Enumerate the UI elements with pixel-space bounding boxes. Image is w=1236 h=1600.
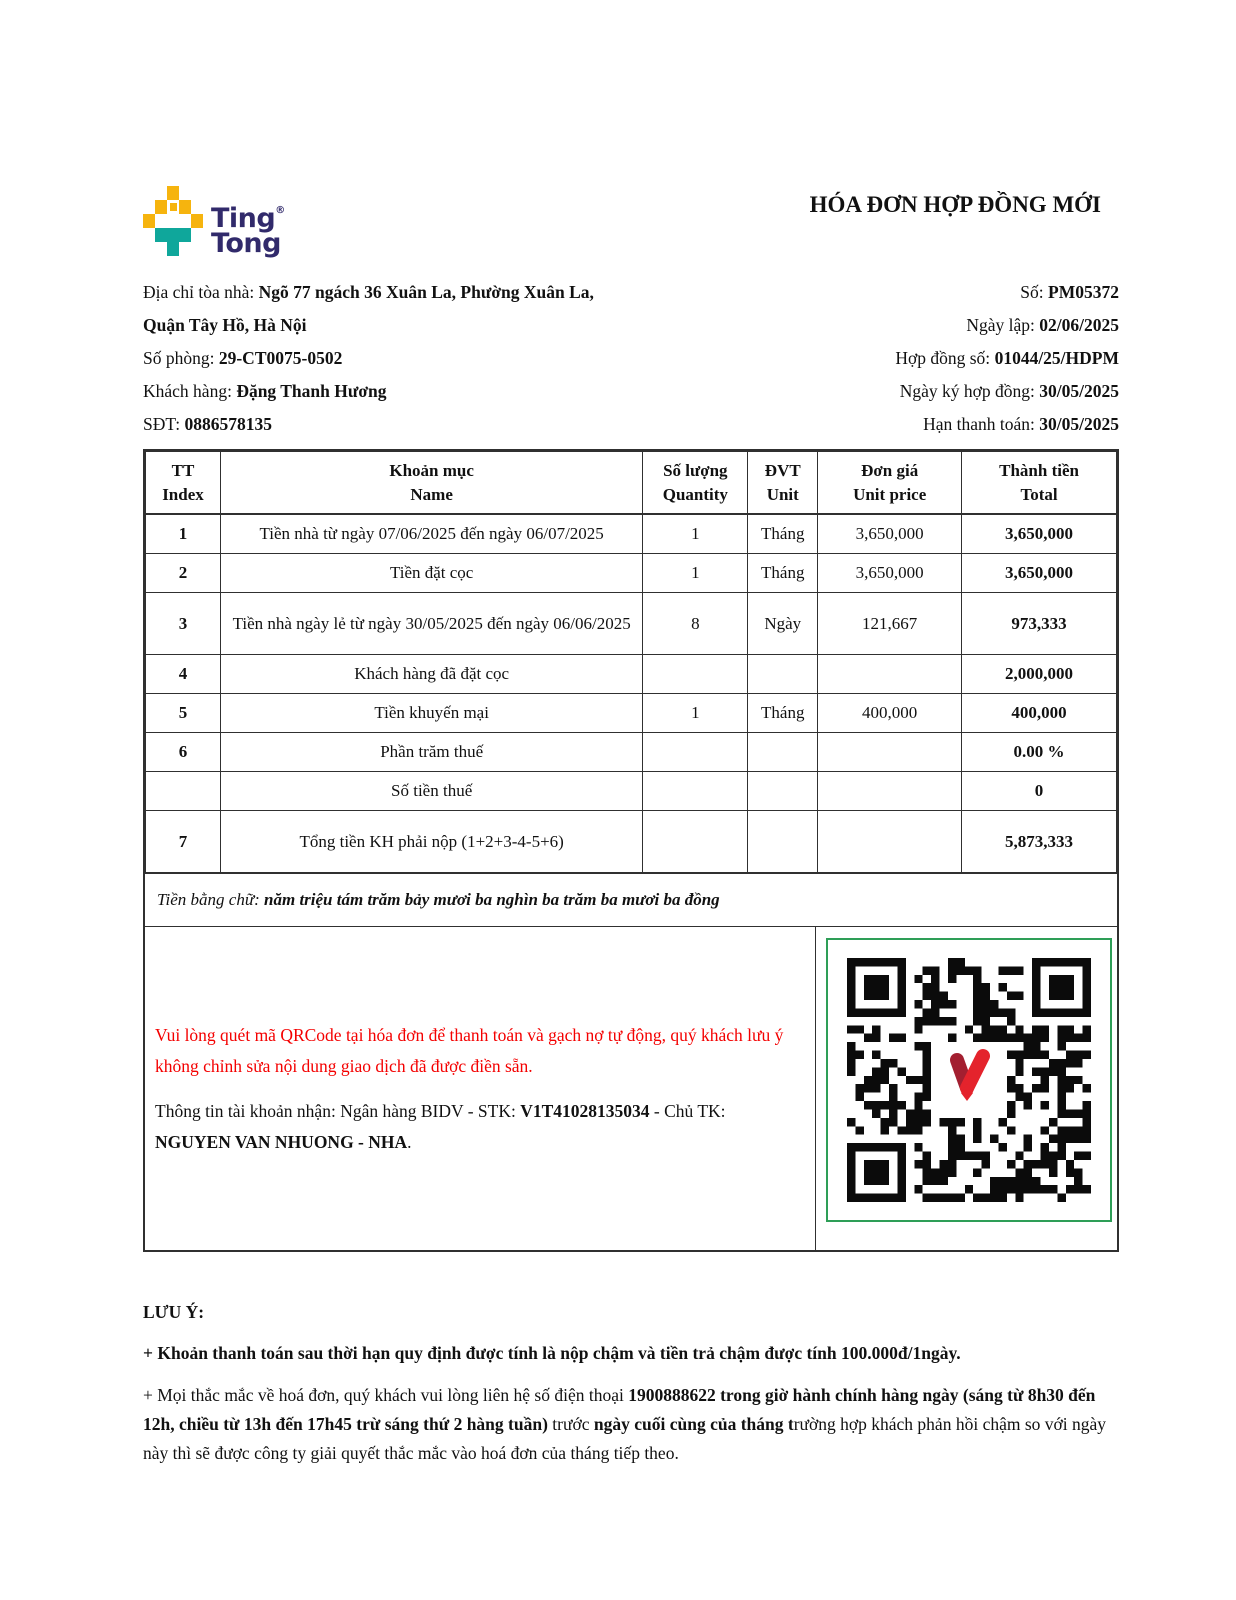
phone-label: SĐT: (143, 414, 185, 434)
row-unit-price: 3,650,000 (818, 554, 962, 593)
issue-date-line (895, 309, 1119, 342)
row-unit-price (818, 733, 962, 772)
row-unit-price (818, 811, 962, 873)
col-header-name: Khoản mục Name (220, 452, 642, 515)
registered-mark: ® (275, 205, 285, 216)
contract-number-label: Hợp đồng số: (895, 348, 995, 368)
row-unit (748, 733, 818, 772)
customer-value: Đặng Thanh Hương (236, 381, 387, 401)
row-name: Tổng tiền KH phải nộp (1+2+3-4-5+6) (220, 811, 642, 873)
row-index: 4 (146, 655, 221, 694)
row-unit: Ngày (748, 593, 818, 655)
row-unit-price (818, 772, 962, 811)
invoice-info (143, 276, 1119, 441)
table-row-grand-total (146, 811, 1117, 873)
invoice-number-label: Số: (1020, 282, 1049, 302)
items-table (145, 451, 1117, 873)
row-unit: Tháng (748, 514, 818, 554)
bank-name-stk-label: Ngân hàng BIDV - STK: (340, 1100, 521, 1121)
row-name: Tiền nhà từ ngày 07/06/2025 đến ngày 06/07/2025 (220, 514, 642, 554)
row-quantity: 8 (643, 593, 748, 655)
contract-number-line (895, 342, 1119, 375)
qr-scan-notice: Vui lòng quét mã QRCode tại hóa đơn để thanh toán và gạch nợ tự động, quý khách lưu ý không chỉnh sửa nội dung giao dịch đã được điền sẵn. (155, 1024, 784, 1076)
row-unit-price: 121,667 (818, 593, 962, 655)
late-payment-note: + Khoản thanh toán sau thời hạn quy định được tính là nộp chậm và tiền trả chậm được tính 100.000đ/1ngày. (143, 1343, 961, 1363)
invoice-box (143, 449, 1119, 1252)
hotline-note-part5: rường hợp khách phản hồi chậm so với ngày này thì sẽ được công ty giải quyết thắc mắc vào hoá đơn của tháng tiếp theo. (143, 1414, 1107, 1463)
qr-code-cell (816, 927, 1117, 1250)
payment-text-cell (145, 927, 816, 1250)
building-address-value: Ngõ 77 ngách 36 Xuân La, Phường Xuân La, (258, 282, 594, 302)
payment-due-line (895, 408, 1119, 441)
contract-sign-date-line (895, 375, 1119, 408)
notes-heading: LƯU Ý: (143, 1302, 205, 1322)
account-label: Thông tin tài khoản nhận: (155, 1100, 341, 1121)
bank-account-info (155, 1096, 801, 1158)
row-unit-price: 3,650,000 (818, 514, 962, 554)
contract-number-value: 01044/25/HDPM (994, 348, 1119, 368)
row-name: Tiền nhà ngày lẻ từ ngày 30/05/2025 đến ngày 06/06/2025 (220, 593, 642, 655)
building-address-label: Địa chỉ tòa nhà: (143, 282, 259, 302)
row-quantity (643, 733, 748, 772)
wordmark-line1: Ting (211, 203, 276, 234)
row-total: 0.00 % (962, 733, 1117, 772)
row-total: 2,000,000 (962, 655, 1117, 694)
building-address-line1 (143, 276, 703, 309)
table-row (146, 694, 1117, 733)
row-index: 2 (146, 554, 221, 593)
row-unit-price: 400,000 (818, 694, 962, 733)
row-index: 1 (146, 514, 221, 554)
tingtong-logo-icon (143, 186, 203, 256)
col-header-unit-price: Đơn giá Unit price (818, 452, 962, 515)
phone-line (143, 408, 703, 441)
invoice-number-value: PM05372 (1048, 282, 1119, 302)
account-holder-name: NGUYEN VAN NHUONG - NHA (155, 1131, 408, 1152)
row-index (146, 772, 221, 811)
contract-sign-date-value: 30/05/2025 (1039, 381, 1119, 401)
row-quantity (643, 811, 748, 873)
row-quantity (643, 655, 748, 694)
qr-code-frame (826, 938, 1112, 1222)
row-index: 5 (146, 694, 221, 733)
row-name: Tiền khuyến mại (220, 694, 642, 733)
table-row (146, 554, 1117, 593)
period: . (407, 1131, 412, 1152)
row-name: Phần trăm thuế (220, 733, 642, 772)
customer-label: Khách hàng: (143, 381, 237, 401)
row-total: 5,873,333 (962, 811, 1117, 873)
col-header-index: TT Index (146, 452, 221, 515)
row-index: 6 (146, 733, 221, 772)
row-unit-price (818, 655, 962, 694)
row-quantity: 1 (643, 554, 748, 593)
deadline-bold: ngày cuối cùng của tháng t (593, 1414, 794, 1434)
vietqr-v-logo (937, 1043, 1001, 1117)
row-name: Số tiền thuế (220, 772, 642, 811)
table-header-row (146, 452, 1117, 515)
table-row (146, 514, 1117, 554)
row-unit: Tháng (748, 554, 818, 593)
row-total: 0 (962, 772, 1117, 811)
customer-line (143, 375, 703, 408)
payment-due-value: 30/05/2025 (1039, 414, 1119, 434)
notes-section (143, 1302, 1119, 1468)
payment-due-label: Hạn thanh toán: (923, 414, 1040, 434)
row-unit (748, 772, 818, 811)
table-row (146, 593, 1117, 655)
row-name: Khách hàng đã đặt cọc (220, 655, 642, 694)
row-unit (748, 811, 818, 873)
row-quantity (643, 772, 748, 811)
row-index: 3 (146, 593, 221, 655)
table-row (146, 655, 1117, 694)
row-name: Tiền đặt cọc (220, 554, 642, 593)
tingtong-wordmark (211, 198, 285, 259)
row-quantity: 1 (643, 514, 748, 554)
hotline-note-part3: trước (547, 1414, 594, 1434)
building-address-line2 (143, 309, 703, 342)
row-unit (748, 655, 818, 694)
wordmark-line2: Tong (211, 228, 281, 259)
row-quantity: 1 (643, 694, 748, 733)
row-total: 973,333 (962, 593, 1117, 655)
amount-in-words-value: năm triệu tám trăm bảy mươi ba nghìn ba trăm ba mươi ba đồng (264, 890, 720, 909)
building-address-value2: Quận Tây Hồ, Hà Nội (143, 315, 307, 335)
room-number-line (143, 342, 703, 375)
room-number-value: 29-CT0075-0502 (218, 348, 343, 368)
amount-in-words (145, 873, 1117, 926)
row-total: 3,650,000 (962, 514, 1117, 554)
hotline-note-part1: + Mọi thắc mắc về hoá đơn, quý khách vui lòng liên hệ số điện thoại (143, 1385, 629, 1405)
row-total: 3,650,000 (962, 554, 1117, 593)
phone-value: 0886578135 (184, 414, 272, 434)
col-header-quantity: Số lượng Quantity (643, 452, 748, 515)
issue-date-value: 02/06/2025 (1039, 315, 1119, 335)
account-holder-label: - Chủ TK: (649, 1100, 726, 1121)
room-number-label: Số phòng: (143, 348, 219, 368)
page-title: HÓA ĐƠN HỢP ĐỒNG MỚI (809, 192, 1101, 217)
table-row (146, 733, 1117, 772)
payment-section (145, 926, 1117, 1250)
col-header-unit: ĐVT Unit (748, 452, 818, 515)
contract-sign-date-label: Ngày ký hợp đồng: (899, 381, 1040, 401)
info-left (143, 276, 703, 441)
row-total: 400,000 (962, 694, 1117, 733)
hotline-note (143, 1381, 1119, 1468)
col-header-total: Thành tiền Total (962, 452, 1117, 515)
account-number: V1T41028135034 (520, 1100, 650, 1121)
row-index: 7 (146, 811, 221, 873)
table-row (146, 772, 1117, 811)
header (143, 186, 1119, 264)
row-unit: Tháng (748, 694, 818, 733)
invoice-number-line (895, 276, 1119, 309)
invoice-content (143, 0, 1119, 1468)
hotline-number-bold: 1900888622 trong giờ hành chính hàng ngày (sáng từ 8h30 đến 12h, chiều từ 13h đến 17h45 trừ sáng thứ 2 hàng tuần) (143, 1385, 1096, 1434)
amount-in-words-label: Tiền bằng chữ: (157, 890, 260, 909)
issue-date-label: Ngày lập: (966, 315, 1040, 335)
info-right (895, 276, 1119, 441)
